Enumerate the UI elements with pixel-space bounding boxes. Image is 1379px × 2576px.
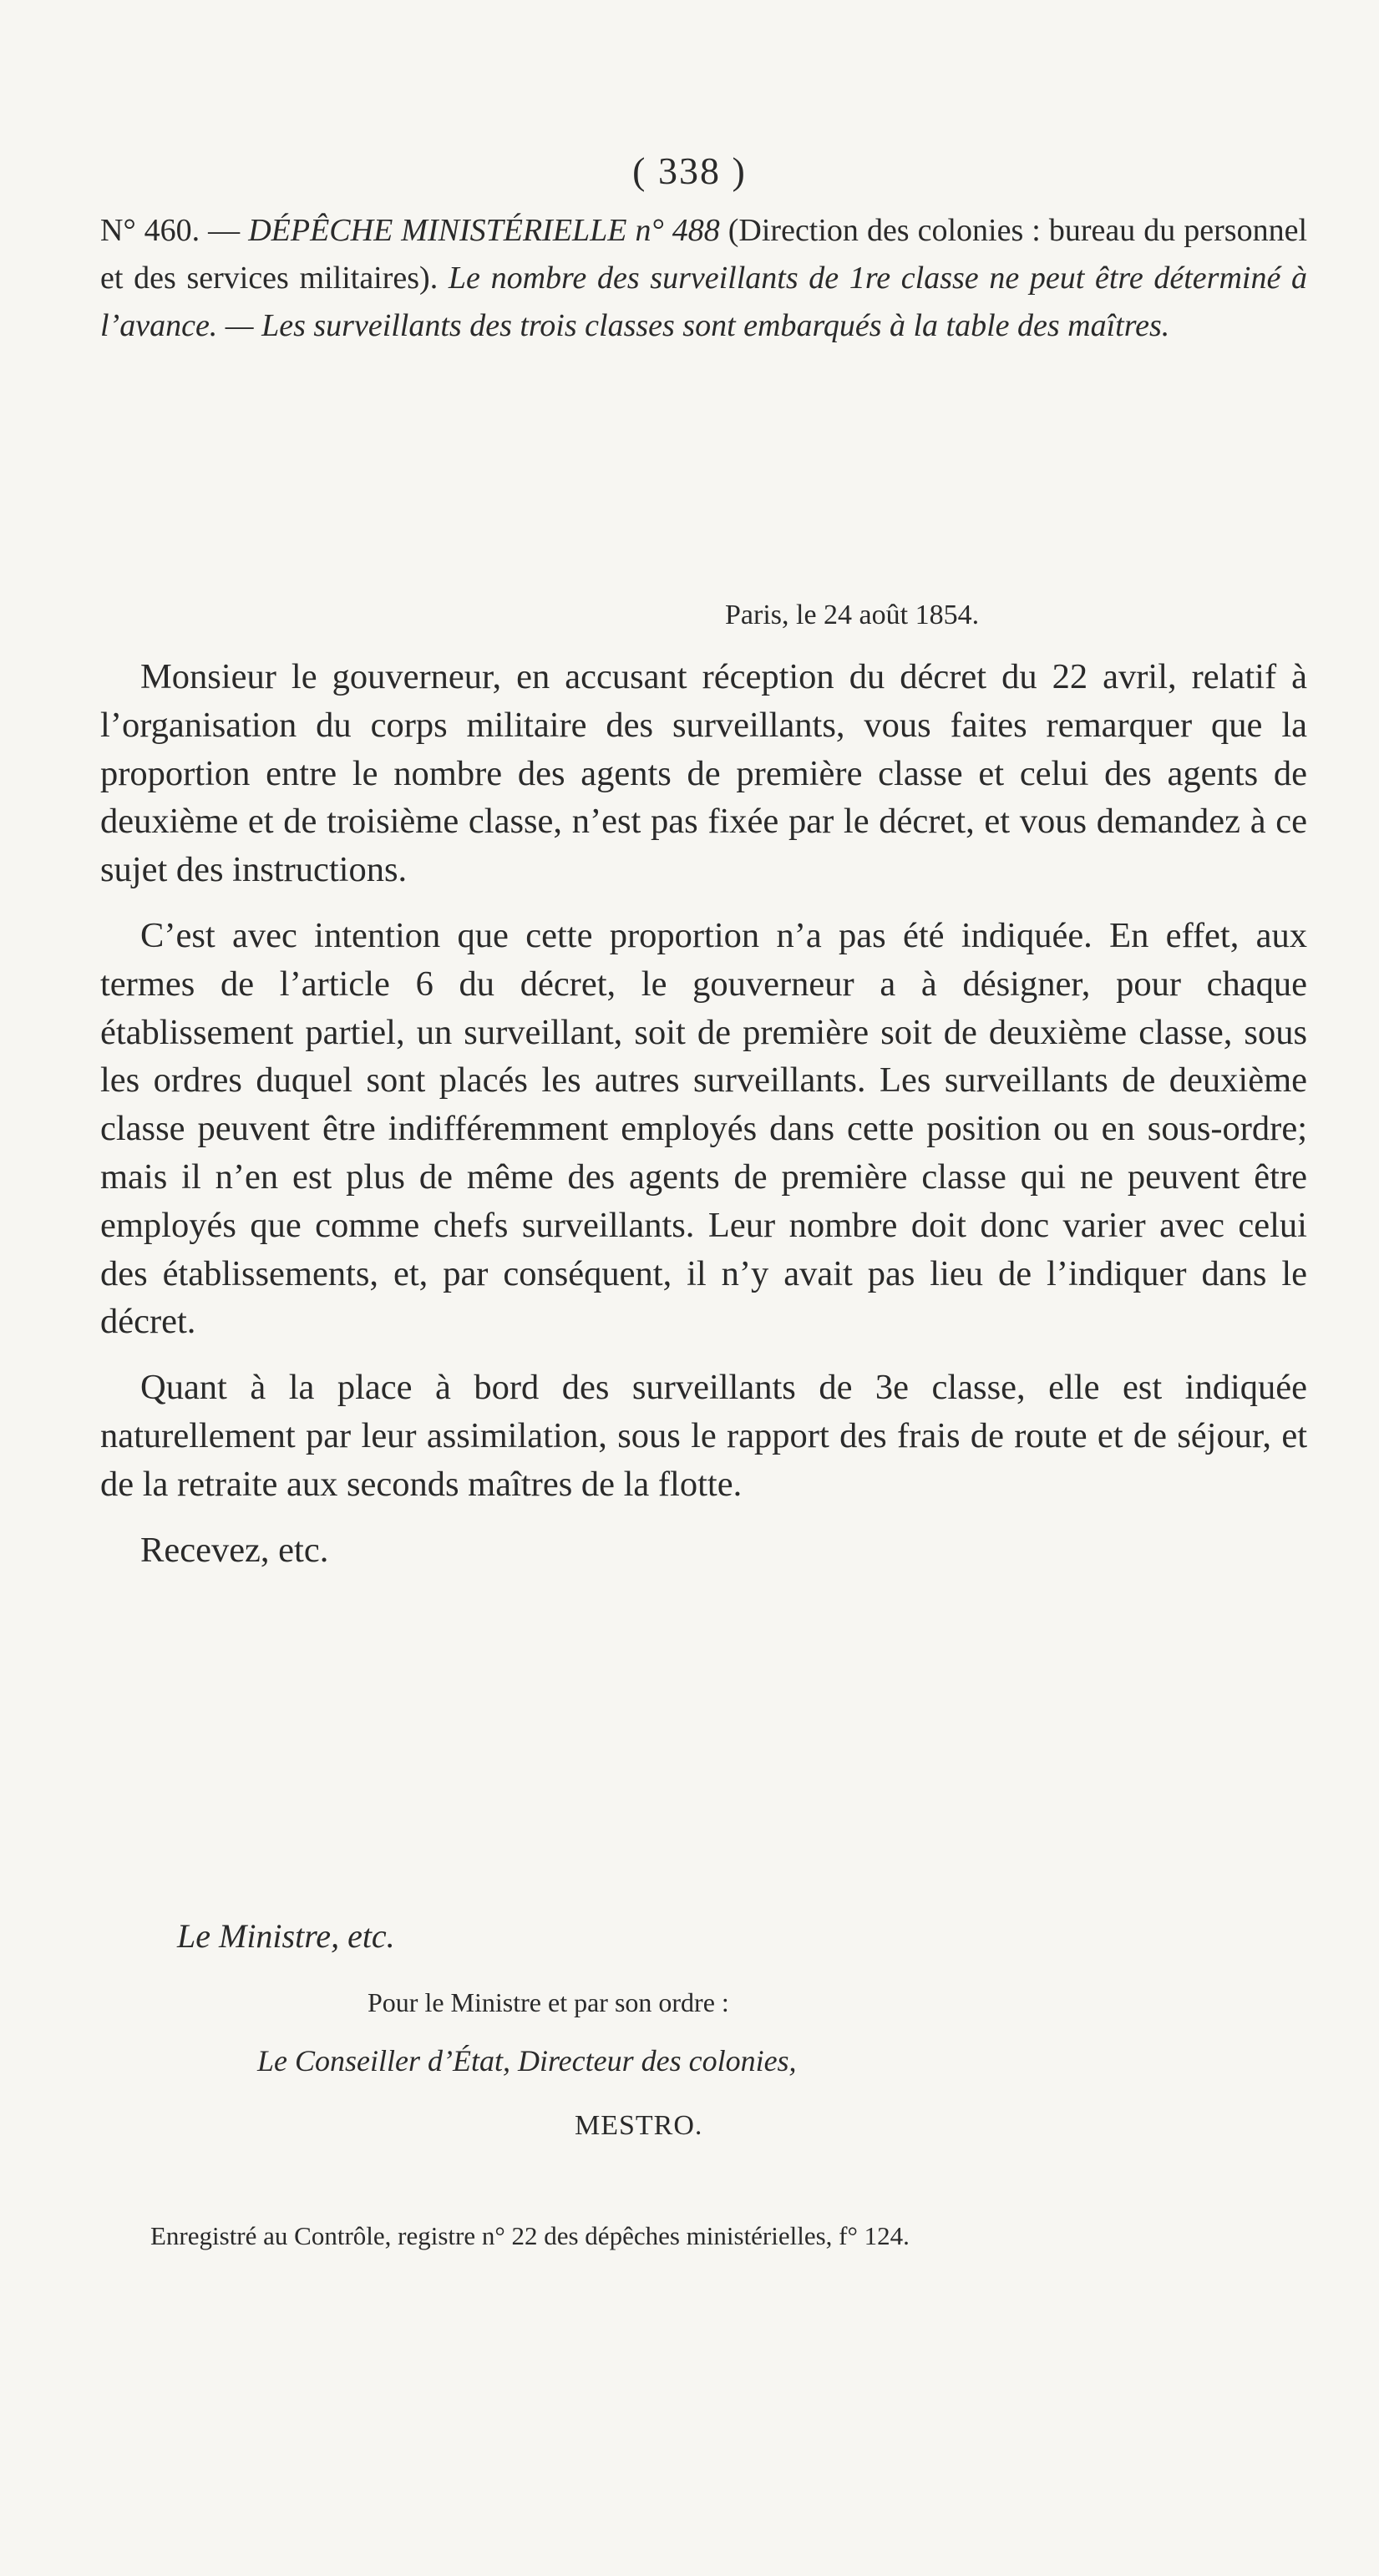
dispatch-summary: Le nombre des surveillants de 1re classe ne peut être déterminé à l’avance. — Les surveillants des trois classes sont embarqués à la table des maîtres. — [100, 261, 1307, 343]
dispatch-header — [100, 207, 1307, 350]
paragraph: Monsieur le gouverneur, en accusant réception du décret du 22 avril, relatif à l’organisation du corps militaire des surveillants, vous faites remarquer que la proportion entre le nombre des agents de première classe et celui des agents de deuxième et de troisième classe, n’est pas fixée par le décret, et vous demandez à ce sujet des instructions. — [100, 657, 1307, 890]
dispatch-office: (Direction des colonies : bureau du personnel et des services militaires). — [100, 213, 1307, 296]
closing-line: Recevez, etc. — [140, 1530, 329, 1570]
dispatch-title: DÉPÊCHE MINISTÉRIELLE n° 488 — [248, 213, 720, 248]
page-number: ( 338 ) — [632, 149, 747, 192]
signature-by-order: Pour le Ministre et par son ordre : — [368, 1987, 729, 2017]
registration-note: Enregistré au Contrôle, registre n° 22 des dépêches ministérielles, f° 124. — [150, 2221, 910, 2250]
paragraph: Quant à la place à bord des surveillants de 3e classe, elle est indiquée naturellement par leur assimilation, sous le rapport des frais de route et de séjour, et de la retraite aux seconds maîtres de la flotte. — [100, 1368, 1307, 1504]
paragraph: C’est avec intention que cette proportion n’a pas été indiquée. En effet, aux termes de l’article 6 du décret, le gouverneur a à désigner, pour chaque établissement partiel, un surveillant, soit de première soit de deuxième classe, sous les ordres duquel sont placés les autres surveillants. Les surveillants de deuxième classe peuvent être indifféremment employés dans cette position ou en sous-ordre; mais il n’en est plus de même des agents de première classe qui ne peuvent être employés que comme chefs surveillants. Leur nombre doit donc varier avec celui des établissements, et, par conséquent, il n’y avait pas lieu de l’indiquer dans le décret. — [100, 915, 1307, 1342]
dispatch-number: N° 460. — — [100, 213, 249, 248]
signature-title: Le Conseiller d’État, Directeur des colonies, — [257, 2044, 797, 2078]
dateline: Paris, le 24 août 1854. — [725, 600, 980, 630]
signature-name: MESTRO. — [575, 2110, 703, 2141]
letter-body — [100, 653, 1307, 1592]
signature-minister: Le Ministre, etc. — [177, 1917, 395, 1955]
